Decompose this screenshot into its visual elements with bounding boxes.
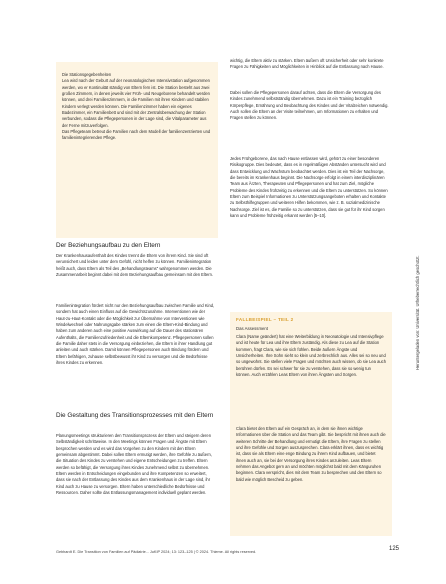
citation-footer: Gebhardt E. Die Transition von Familien auf Pädiatrie... JuKIP 2024; 13: 123–125 | © 2024. Thieme. All rights reserved. xyxy=(56,550,257,554)
case-example-paragraph: Clara (Name geändert) hat eine Weiterbildung in Neonatologie und Intensivpflege und ist heute für Lea und ihre Eltern zuständig. Als diese zu Lea auf die Station kommen, fragt Clara, wie sie sich fühlen. Beide äußern Ängste und Unsicherheiten. Ihre Sohn sieht so klein und zerbrechlich aus. Alles sei so neu und so ungewohnt. Sie stellen viele Fragen und möchten auch wissen, ob sie Lea auch berühren dürfen. Es sei schwer für sie zu verstehen, dass sie so wenig tun können. Auch erzählen Leas Eltern von ihren Ängsten und Sorgen. xyxy=(236,334,386,378)
case-example-title: Das Assessment xyxy=(236,326,268,331)
case-example-tag: FALLBEISPIEL – TEIL 2 xyxy=(236,317,294,322)
download-notice: Heruntergeladen von: Universität. Urheberrechtlich geschützt. xyxy=(415,255,420,370)
body-paragraph: Dabei sollen die Pflegepersonen darauf achten, dass die Eltern die Versorgung des Kindes zunehmend selbstständig übernehmen. Dazu ist ein Training bezüglich Körperpflege, Ernährung und Beobachtung des Kindes und der Vitalzeichen notwendig. Auch sollen die Eltern an der Visite teilnehmen, um Informationen zu erhalten und Fragen stellen zu können. xyxy=(230,90,389,121)
intro-box-paragraph: Lea wird nach der Geburt auf der neonatologischen Intensivstation aufgenommen werden, wo er Kontinuität ständig von Eltern fern ist. Die Station besteht aus zwei großen Zimmern, in denen jeweils vier Früh- und Neugeborene behandelt werden können, und drei Familienzimmern, in die Familien mit ihren Kindern und stabilen Kindern verlegt werden können. Die Familienzimmer haben ein eigenes Badezimmer, ein Familienbett und sind mit der Zentralüberwachung der Station verbunden, sodass die Pflegepersonen in der Lage sind, die Vitalparameter aus der Ferne mitzuverfolgen. xyxy=(62,78,210,128)
case-example-box xyxy=(230,312,392,536)
body-paragraph: wichtig, die Eltern aktiv zu stärken. Eltern äußern oft Unsicherheit oder sehr konkrete Fragen zu Fähigkeiten und Möglichkeiten in Hinblick auf die Entlassung nach Hause. xyxy=(230,58,384,70)
section-heading: Die Gestaltung des Transitionsprozesses mit den Eltern xyxy=(56,412,214,419)
section-heading: Der Beziehungsaufbau zu den Eltern xyxy=(56,242,161,249)
case-example-paragraph: Clara bietet den Eltern auf ein Gespräch an, in dem sie ihnen wichtige Informationen über die Station und das Team gibt. Sie bespricht mit ihnen auch die weiteren Schritte der Behandlung und ermutigt die Eltern, ihre Fragen zu stellen und ihre Gefühle und Sorgen auszusprechen. Clara erklärt ihnen, dass es wichtig ist, dass sie als Eltern eine enge Bindung zu ihrem Kind aufbauen, und bietet ihnen auch an, sie bei der Versorgung ihres Kindes anzuleiten. Leas Eltern nehmen das Angebot gern an und möchten möglichst bald mit dem Känguruhen beginnen. Clara verspricht, dies mit dem Team zu besprechen und den Eltern so bald wie möglich Bescheid zu geben. xyxy=(236,426,386,482)
intro-box-paragraph: Das Pflegeteam betreut die Familien nach dem Modell der familienzentrierten und familienintegrierenden Pflege. xyxy=(62,129,211,141)
page-number: 125 xyxy=(389,546,400,552)
body-paragraph: Planungsmeetings strukturieren den Transitionsprozess der Eltern und steigern deren Selbständigkeit schrittweise. In den Meetings können Fragen und Ängste mit Eltern besprochen werden und es wird das Vorgehen zu den Kindern mit den Eltern gemeinsam abgestimmt. Dabei sollen Eltern ermutigt werden, ihre Gefühle zu äußern, die Situation des Kindes zu verstehen und eigene Entscheidungen zu treffen. Eltern werden so befähigt, die Versorgung ihres Kindes zunehmend selbst zu übernehmen. Eltern werden in Entscheidungen eingebunden und ihre Kompetenzen so erweitert, dass sie nach der Entlassung des Kindes aus dem Krankenhaus in der Lage sind, ihr Kind auch zu Hause zu versorgen. Eltern haben unterschiedliche Bedürfnisse und Ressourcen. Daher sollte das Entlassungsmanagement individuell geplant werden. xyxy=(56,433,212,496)
body-paragraph: Der Krankenhausaufenthalt des Kindes trennt die Eltern von ihrem Kind. Sie sind oft verunsichert und leiden unter dem Gefühl, nicht helfen zu können. Familienintegration heißt auch, dass Eltern als Teil des „Behandlungsteams" wahrgenommen werden. Die Zusammenarbeit beginnt dabei mit dem Beziehungsaufbau gemeinsam mit den Eltern. xyxy=(56,253,214,278)
body-paragraph: Jedes Frühgeborene, das nach Hause entlassen wird, gehört zu einer besonderen Risikogruppe. Dies bedeutet, dass es in regelmäßigen Abständen untersucht wird und dass Entwicklung und Wachstum beobachtet werden. Dies ist ein Teil der Nachsorge, die bereits im Krankenhaus beginnt. Die Nachsorge erfolgt in einem interdisziplinären Team aus Ärzten, Therapeuten und Pflegepersonen und hat zum Ziel, mögliche Probleme des Kindes frühzeitig zu erkennen und die Eltern zu unterstützen. So können Eltern zum Beispiel Informationen zu Unterstützungsangeboten erhalten und Kontakte zu Selbsthilfegruppen und weiteren Hilfen bekommen, wie z. B. sozialmedizinische Nachsorge. Ziel ist es, die Familie so zu unterstützen, dass sie gut für ihr Kind sorgen kann und Probleme frühzeitig erkannt werden [5–10]. xyxy=(230,156,388,219)
body-paragraph: Familienintegration fördert nicht nur den Beziehungsaufbau zwischen Familie und Kind, sondern hat auch einen Einfluss auf die Gewichtszunahme. Interventionen wie der Haut-zu-Haut-Kontakt oder die Möglichkeit zur Übernahme von Interventionen wie Windelwechsel oder Nahrungsgabe stärken zum einen die Eltern-Kind-Bindung und haben zum anderen auch eine positive Auswirkung auf die Dauer des stationären Aufenthalts, die Familienzufriedenheit und die Elternkompetenz. Pflegepersonen sollen die Familie daher stets in die Versorgung einbeziehen, die Eltern in ihrer Handlung gut anleiten und auch stärken. Damit können Pflegepersonen auch Bindung fördern und Eltern befähigen, zuhause selbstbewusst ihr Kind zu versorgen und die Bedürfnisse ihres Kindes zu erkennen. xyxy=(56,303,215,366)
intro-info-box xyxy=(56,62,218,238)
intro-box-heading: Die Stationsgegebenheiten xyxy=(62,72,112,77)
